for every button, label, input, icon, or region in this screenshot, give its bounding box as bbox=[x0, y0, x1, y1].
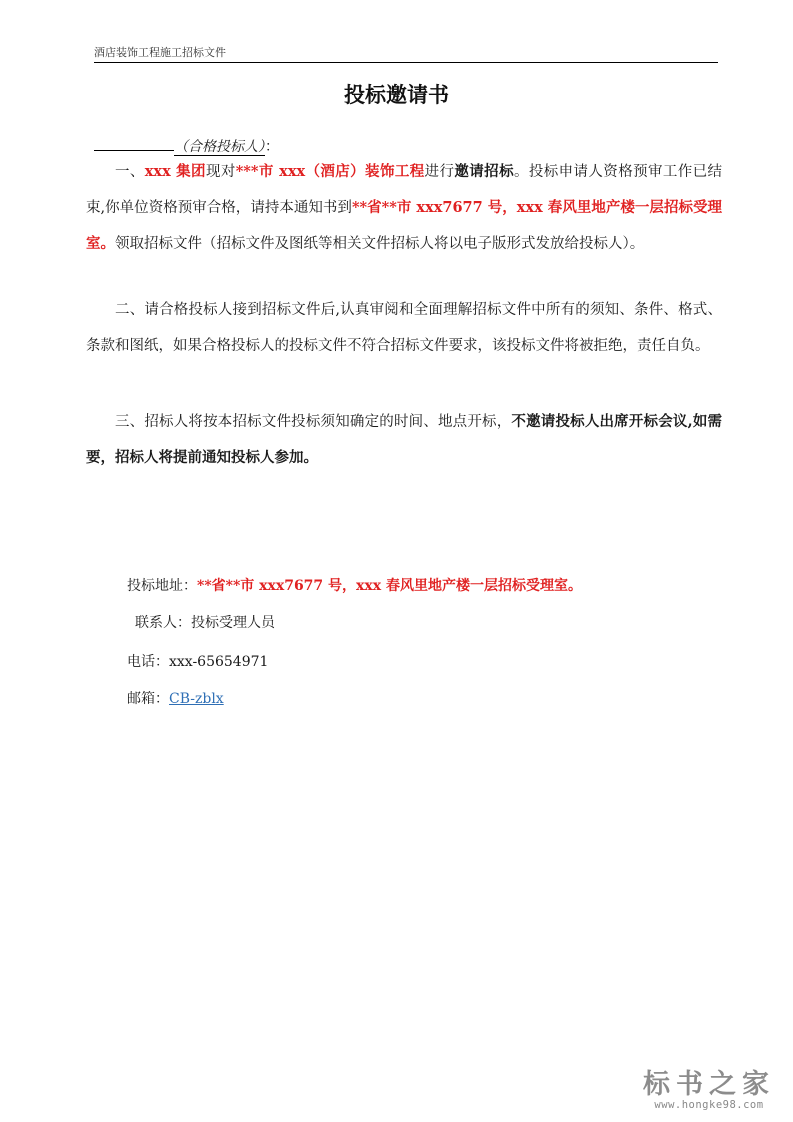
salutation-colon: ： bbox=[265, 139, 279, 155]
addressee-blank bbox=[94, 136, 174, 151]
phone-value: xxx-65654971 bbox=[169, 654, 269, 670]
watermark-url: www.hongke98.com bbox=[654, 1099, 764, 1111]
p3-text-bold: 不邀请投标人出席开标会议,如需要，招标人将提前通知投标人参加。 bbox=[86, 413, 722, 466]
watermark-logo bbox=[634, 1062, 784, 1111]
p1-number: 一、 bbox=[115, 164, 145, 180]
p3-text-a: 三、招标人将按本招标文件投标须知确定的时间、地点开标， bbox=[115, 414, 512, 430]
email-label: 邮箱： bbox=[127, 691, 169, 707]
p1-invite-term: 邀请招标 bbox=[454, 163, 514, 180]
running-header: 酒店装饰工程施工招标文件 bbox=[94, 46, 226, 59]
watermark-title: 标书之家 bbox=[643, 1069, 775, 1100]
contact-phone bbox=[127, 651, 268, 671]
contact-address bbox=[127, 575, 582, 595]
person-label: 联系人： bbox=[135, 615, 191, 631]
contact-person bbox=[135, 612, 275, 632]
page-title: 投标邀请书 bbox=[344, 82, 449, 107]
addressee: （合格投标人） bbox=[174, 139, 265, 155]
contact-email bbox=[127, 688, 224, 708]
person-value: 投标受理人员 bbox=[191, 615, 275, 631]
salutation bbox=[94, 136, 279, 156]
p1-text-c: 。投标申请人资格预审工作已结束,你单位资格预审合格，请持本通知书到 bbox=[86, 164, 723, 216]
header-rule bbox=[94, 62, 718, 63]
p1-group-name: xxx 集团 bbox=[144, 163, 206, 180]
p1-text-a: 现对 bbox=[205, 164, 236, 180]
paragraph-2: 二、请合格投标人接到招标文件后,认真审阅和全面理解招标文件中所有的须知、条件、格式、条款和图纸，如果合格投标人的投标文件不符合招标文件要求，该投标文件将被拒绝，责任自负。 bbox=[86, 302, 722, 354]
p1-text-b: 进行 bbox=[424, 164, 455, 180]
paragraph-3 bbox=[86, 404, 722, 476]
email-link[interactable]: CB-zblx bbox=[169, 691, 224, 707]
phone-label: 电话： bbox=[127, 654, 169, 670]
address-value: **省**市 xxx7677 号，xxx 春风里地产楼一层招标受理室。 bbox=[197, 578, 582, 594]
p1-address: **省**市 xxx7677 号，xxx 春风里地产楼一层招标受理室。 bbox=[86, 199, 723, 252]
address-label: 投标地址： bbox=[127, 578, 197, 594]
p1-project-name: ***市 xxx（酒店）装饰工程 bbox=[235, 163, 425, 180]
p1-text-d: 领取招标文件（招标文件及图纸等相关文件招标人将以电子版形式发放给投标人）。 bbox=[115, 236, 645, 252]
paragraph-1 bbox=[86, 154, 722, 262]
